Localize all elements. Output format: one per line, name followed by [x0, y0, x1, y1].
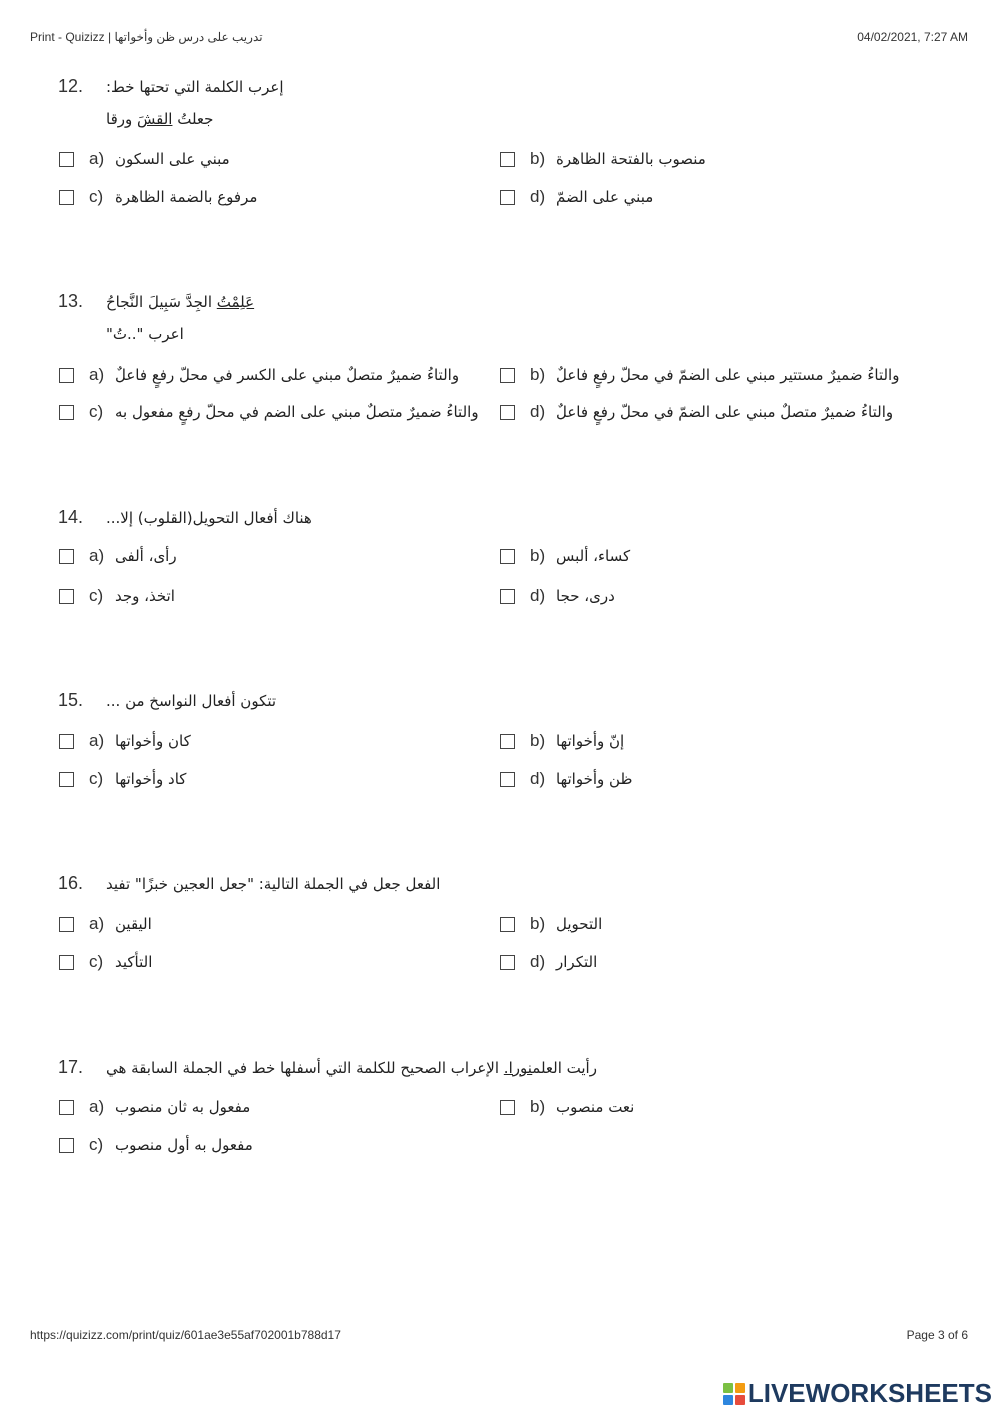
question-prompt: إعرب الكلمة التي تحتها خط:	[106, 78, 284, 96]
question-number: 12.	[58, 76, 84, 96]
option-text: التكرار	[556, 953, 598, 971]
option-checkbox[interactable]	[59, 190, 74, 205]
question-number: 15.	[58, 690, 84, 710]
option-letter: a)	[89, 149, 105, 168]
option-checkbox[interactable]	[500, 589, 515, 604]
option-text: اليقين	[115, 915, 152, 933]
option-text: اتخذ، وجد	[115, 587, 175, 605]
option-checkbox[interactable]	[500, 772, 515, 787]
option-text: ظن وأخواتها	[556, 770, 633, 788]
option-text: والتاءُ ضميرٌ متصلٌ مبني على الكسر في محلّ رفعٍ فاعلٌ	[115, 366, 460, 384]
option-text: التحويل	[556, 915, 603, 933]
option-checkbox[interactable]	[59, 955, 74, 970]
underlined-word: عَلِمْتُ	[216, 293, 255, 311]
option-text: رأى، ألفى	[115, 547, 177, 565]
option-letter: b)	[530, 546, 546, 565]
option-text: مفعول به أول منصوب	[115, 1136, 253, 1154]
option-checkbox[interactable]	[59, 368, 74, 383]
option-checkbox[interactable]	[59, 405, 74, 420]
question-prompt: تتكون أفعال النواسخ من ...	[106, 692, 277, 710]
option-checkbox[interactable]	[59, 1138, 74, 1153]
option-letter: d)	[530, 952, 546, 971]
option-checkbox[interactable]	[500, 549, 515, 564]
option-text: درى، حجا	[556, 587, 615, 605]
page-indicator: Page 3 of 6	[906, 1328, 968, 1342]
option-checkbox[interactable]	[500, 734, 515, 749]
option-text: مبني على الضمّ	[556, 188, 654, 206]
option-letter: d)	[530, 769, 546, 788]
option-text: كساء، ألبس	[556, 547, 631, 565]
option-checkbox[interactable]	[59, 549, 74, 564]
option-letter: b)	[530, 1097, 546, 1116]
option-letter: c)	[89, 769, 104, 788]
print-header-title: Print - Quizizz | تدريب على درس ظن وأخواتها	[30, 30, 263, 44]
option-text: مرفوع بالضمة الظاهرة	[115, 188, 258, 206]
option-checkbox[interactable]	[500, 1100, 515, 1115]
footer-url: https://quizizz.com/print/quiz/601ae3e55af702001b788d17	[30, 1328, 341, 1342]
option-letter: a)	[89, 914, 105, 933]
option-checkbox[interactable]	[500, 190, 515, 205]
option-text: والتاءُ ضميرٌ مستتير مبني على الضمّ في محلّ رفعٍ فاعلٌ	[556, 366, 900, 384]
question-number: 17.	[58, 1057, 84, 1077]
option-text: مبني على السكون	[115, 150, 230, 168]
liveworksheets-logo	[723, 1378, 992, 1409]
logo-text: LIVEWORKSHEETS	[747, 1378, 992, 1408]
option-text: والتاءُ ضميرٌ متصلٌ مبني على الضم في محلّ رفعٍ مفعول به	[115, 403, 479, 421]
print-header-datetime: 04/02/2021, 7:27 AM	[857, 30, 968, 44]
question-prompt: الفعل جعل في الجملة التالية: "جعل العجين خبزًا" تفيد	[106, 875, 441, 893]
option-checkbox[interactable]	[59, 772, 74, 787]
option-checkbox[interactable]	[500, 152, 515, 167]
option-letter: b)	[530, 149, 546, 168]
option-letter: b)	[530, 731, 546, 750]
option-text: مفعول به ثان منصوب	[115, 1098, 251, 1116]
option-checkbox[interactable]	[59, 1100, 74, 1115]
option-checkbox[interactable]	[500, 955, 515, 970]
option-letter: b)	[530, 914, 546, 933]
option-letter: b)	[530, 365, 546, 384]
option-checkbox[interactable]	[59, 152, 74, 167]
option-text: التأكيد	[115, 953, 153, 971]
option-text: إنّ وأخواتها	[556, 732, 625, 750]
option-checkbox[interactable]	[500, 405, 515, 420]
question-sentence: رأيت العلمنورا. الإعراب الصحيح للكلمة التي أسفلها خط في الجملة السابقة هي	[106, 1059, 597, 1077]
question-prompt: اعرب "..تُ"	[106, 325, 184, 343]
option-letter: d)	[530, 402, 546, 421]
option-checkbox[interactable]	[59, 917, 74, 932]
question-number: 16.	[58, 873, 84, 893]
option-letter: c)	[89, 187, 104, 206]
option-letter: c)	[89, 402, 104, 421]
option-text: كاد وأخواتها	[115, 770, 187, 788]
option-text: منصوب بالفتحة الظاهرة	[556, 150, 706, 168]
option-letter: a)	[89, 1097, 105, 1116]
option-letter: a)	[89, 365, 105, 384]
option-letter: c)	[89, 1135, 104, 1154]
question-sentence: عَلِمْتُ الجِدَّ سَبِيلَ النَّجاحُ	[106, 293, 255, 311]
option-letter: c)	[89, 586, 104, 605]
logo-squares-icon	[723, 1383, 745, 1405]
option-checkbox[interactable]	[500, 368, 515, 383]
option-letter: c)	[89, 952, 104, 971]
option-letter: a)	[89, 546, 105, 565]
option-letter: a)	[89, 731, 105, 750]
question-number: 14.	[58, 507, 84, 527]
question-number: 13.	[58, 291, 84, 311]
option-text: كان وأخواتها	[115, 732, 191, 750]
option-checkbox[interactable]	[59, 734, 74, 749]
option-checkbox[interactable]	[59, 589, 74, 604]
underlined-word: نورا.	[503, 1059, 533, 1077]
option-text: نعت منصوب	[556, 1098, 635, 1116]
question-prompt: هناك أفعال التحويل(القلوب) إلا...	[106, 509, 312, 527]
option-letter: d)	[530, 187, 546, 206]
option-checkbox[interactable]	[500, 917, 515, 932]
question-sentence: جعلتُ القشَ ورقا	[106, 110, 214, 128]
option-letter: d)	[530, 586, 546, 605]
option-text: والتاءُ ضميرٌ متصلٌ مبني على الضمّ في محلّ رفعٍ فاعلٌ	[556, 403, 894, 421]
underlined-word: القشَ	[137, 110, 173, 128]
